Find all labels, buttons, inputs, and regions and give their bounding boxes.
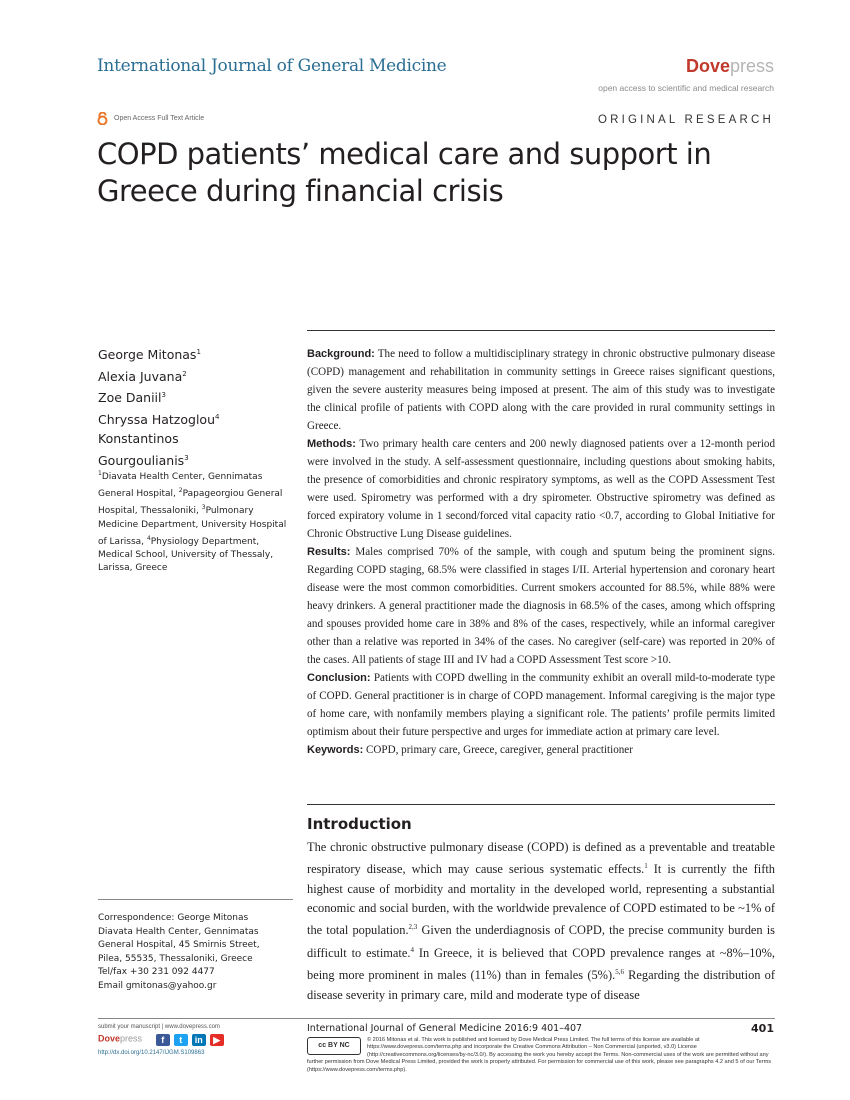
open-access-label: Open Access Full Text Article (114, 115, 205, 122)
abstract-top-rule (307, 330, 775, 331)
open-access-icon (97, 112, 108, 125)
abstract-bottom-rule (307, 804, 775, 805)
correspondence-line: General Hospital, 45 Smirnis Street, (98, 940, 260, 950)
footer-left (98, 1023, 273, 1057)
affiliation-text: Pulmonary Medicine Department, University Hospital of Larissa, (98, 506, 287, 547)
publisher-tagline: open access to scientific and medical research (598, 83, 774, 93)
correspondence-email[interactable]: Email gmitonas@yahoo.gr (98, 980, 217, 991)
introduction-heading: Introduction (307, 815, 412, 833)
affiliation-marker: 2 (178, 487, 183, 495)
footer-rule (98, 1018, 775, 1019)
affiliation-marker: 1 (98, 470, 102, 477)
abstract-results: Results: Males comprised 70% of the sample, with cough and sputum being the prominent signs. Regarding COPD staging, 68.5% were classified in stages I/II. Arterial hypertension and coronary heart disease were the most common comorbidities. Current smokers accounted for 88.5%, while 88% were heavy drinkers. A general practitioner made the diagnosis in 68.5% of the cases, among which offspring and spouses provided home care in 38% and 8% of the cases, respectively, while an informal caregiver other than a relative was reported in 34% of the cases. No caregiver (self-care) was reported in 20% of the cases. All patients of stage III and IV had a COPD Assessment Test score >10. (307, 546, 775, 666)
license-body: © 2016 Mitonas et al. This work is published and licensed by Dove Medical Press Limited. The full terms of this license are available at https://www.dovepress.com/terms.php and incorporate the Creative Commons Attribution – Non Commercial (unported, v3.0) License (http://creativecommons.org/licenses/by-nc/3.0/). By accessing the work you hereby accept the Terms. Non-commercial uses of the work are permitted without any further permission from Dove Medical Press Limited, provided the work is properly attributed. For permission for commercial use of this work, please see paragraphs 4.2 and 5 of our Terms (https://www.dovepress.com/terms.php). (307, 1037, 772, 1073)
author-name: Chryssa Hatzoglou$^4$ (98, 411, 220, 427)
open-access-badge (97, 112, 204, 125)
author-name: Zoe Daniil$^3$ (98, 390, 166, 406)
citation-marker[interactable]: 1 (644, 862, 648, 871)
correspondence (98, 912, 293, 993)
publisher-main: Dove (685, 56, 730, 76)
twitter-icon[interactable]: t (174, 1034, 188, 1046)
affiliation-text: Physiology Department, Medical School, University of Thessaly, Larissa, Greece (98, 536, 274, 574)
abstract-methods: Methods: Two primary health care centers and 200 newly diagnosed patients over a 12-month period were involved in the study. A self-assessment questionnaire, including questions about smoking habits, the presence of comorbidities and chronic respiratory symptoms, as well as the COPD Assessment Test were used. Spirometry was performed with a dry spirometer. Obstructive spirometry was defined as forced expiratory volume in 1 second/forced vital capacity ratio <0.7, according to Global Initiative for Chronic Obstructive Lung Disease guidelines. (307, 438, 775, 540)
author-name: Gourgoulianis$^3$ (98, 452, 189, 468)
journal-title: International Journal of General Medicine (97, 56, 447, 76)
creative-commons-icon: cc BY NC (307, 1037, 361, 1055)
author-affiliation-marker: 1 (196, 348, 201, 356)
correspondence-rule (98, 899, 293, 900)
citation-marker[interactable]: 5,6 (615, 968, 624, 977)
author-affiliation-marker: 3 (161, 391, 166, 400)
submit-link[interactable]: submit your manuscript | www.dovepress.com (98, 1024, 220, 1030)
affiliation-marker: 4 (146, 534, 151, 542)
affiliation-text: Diavata Health Center, Gennimatas General Hospital, (98, 472, 263, 500)
correspondence-line: Tel/fax +30 231 092 4477 (98, 967, 215, 977)
author-affiliation-marker: 3 (184, 453, 189, 462)
youtube-icon[interactable]: ▶ (210, 1034, 224, 1046)
abstract-background: Background: The need to follow a multidisciplinary strategy in chronic obstructive pulmonary disease (COPD) management and rehabilitation in community settings in Greece raises significant questions, given the severe austerity measures being imposed at present. The aim of this study was to investigate the clinical profile of patients with COPD along with the care provided in rural community settings in Greece. (307, 348, 775, 432)
publisher-suffix: press (729, 56, 774, 76)
article-title: COPD patients’ medical care and support in Greece during financial crisis (97, 137, 712, 208)
social-icons (156, 1034, 224, 1046)
correspondence-line: Diavata Health Center, Gennimatas (98, 926, 259, 937)
author-name: Konstantinos (98, 431, 179, 447)
keywords: Keywords: COPD, primary care, Greece, caregiver, general practitioner (307, 744, 633, 756)
correspondence-line: Pilea, 55535, Thessaloniki, Greece (98, 953, 253, 964)
facebook-icon[interactable]: f (156, 1034, 170, 1046)
author-affiliation-marker: 4 (215, 412, 220, 421)
introduction-text: The chronic obstructive pulmonary disease (COPD) is defined as a preventable and treatable respiratory disease, which may cause serious systematic effects.$^1$ It is currently the fifth highest cause of morbidity and mortality in the developed world, representing a substantial economic and social burden, with the worldwide prevalence of COPD estimated to be ~1% of the total population.$^{2,3}$ Given the underdiagnosis of COPD, the precise community burden is difficult to estimate.$^4$ In Greece, it is believed that COPD prevalence ranges at ~8%–10%, being more prominent in males (11%) than in females (5%).$^{5,6}$ Regarding the distribution of disease severity in primary care, mild and moderate type of disease (307, 840, 775, 1002)
affiliation-marker: 3 (201, 504, 206, 512)
author-name: George Mitonas$^1$ (98, 347, 201, 363)
citation-marker[interactable]: 4 (410, 945, 414, 954)
affiliation-text: Papageorgiou General Hospital, Thessaloniki, (98, 489, 283, 517)
citation-marker[interactable]: 2,3 (408, 923, 418, 932)
page-number: 401 (751, 1022, 774, 1035)
affiliations (98, 467, 293, 575)
footer-dovepress-logo: Dovepress (98, 1033, 143, 1044)
correspondence-line: Correspondence: George Mitonas (98, 913, 249, 923)
license-text (307, 1037, 775, 1074)
author-affiliation-marker: 2 (182, 369, 187, 378)
doi-link[interactable]: http://dx.doi.org/10.2147/IJGM.S109863 (98, 1050, 205, 1056)
abstract-conclusion: Conclusion: Patients with COPD dwelling in the community exhibit an overall mild-to-moderate type of COPD. General practitioner is in charge of COPD management. Informal caregiving is the major type of home care, with nonfamily members playing a significant role. The patients’ profile permits limited optimism about their future perspective and urges for immediate action at primary care level. (307, 672, 775, 738)
citation: International Journal of General Medicine 2016:9 401–407 (307, 1023, 583, 1034)
author-list (98, 343, 219, 470)
publisher-logo (686, 56, 774, 77)
linkedin-icon[interactable]: in (192, 1034, 206, 1046)
abstract (307, 345, 775, 759)
author-name: Alexia Juvana$^2$ (98, 368, 187, 384)
article-type: ORIGINAL RESEARCH (597, 114, 774, 126)
